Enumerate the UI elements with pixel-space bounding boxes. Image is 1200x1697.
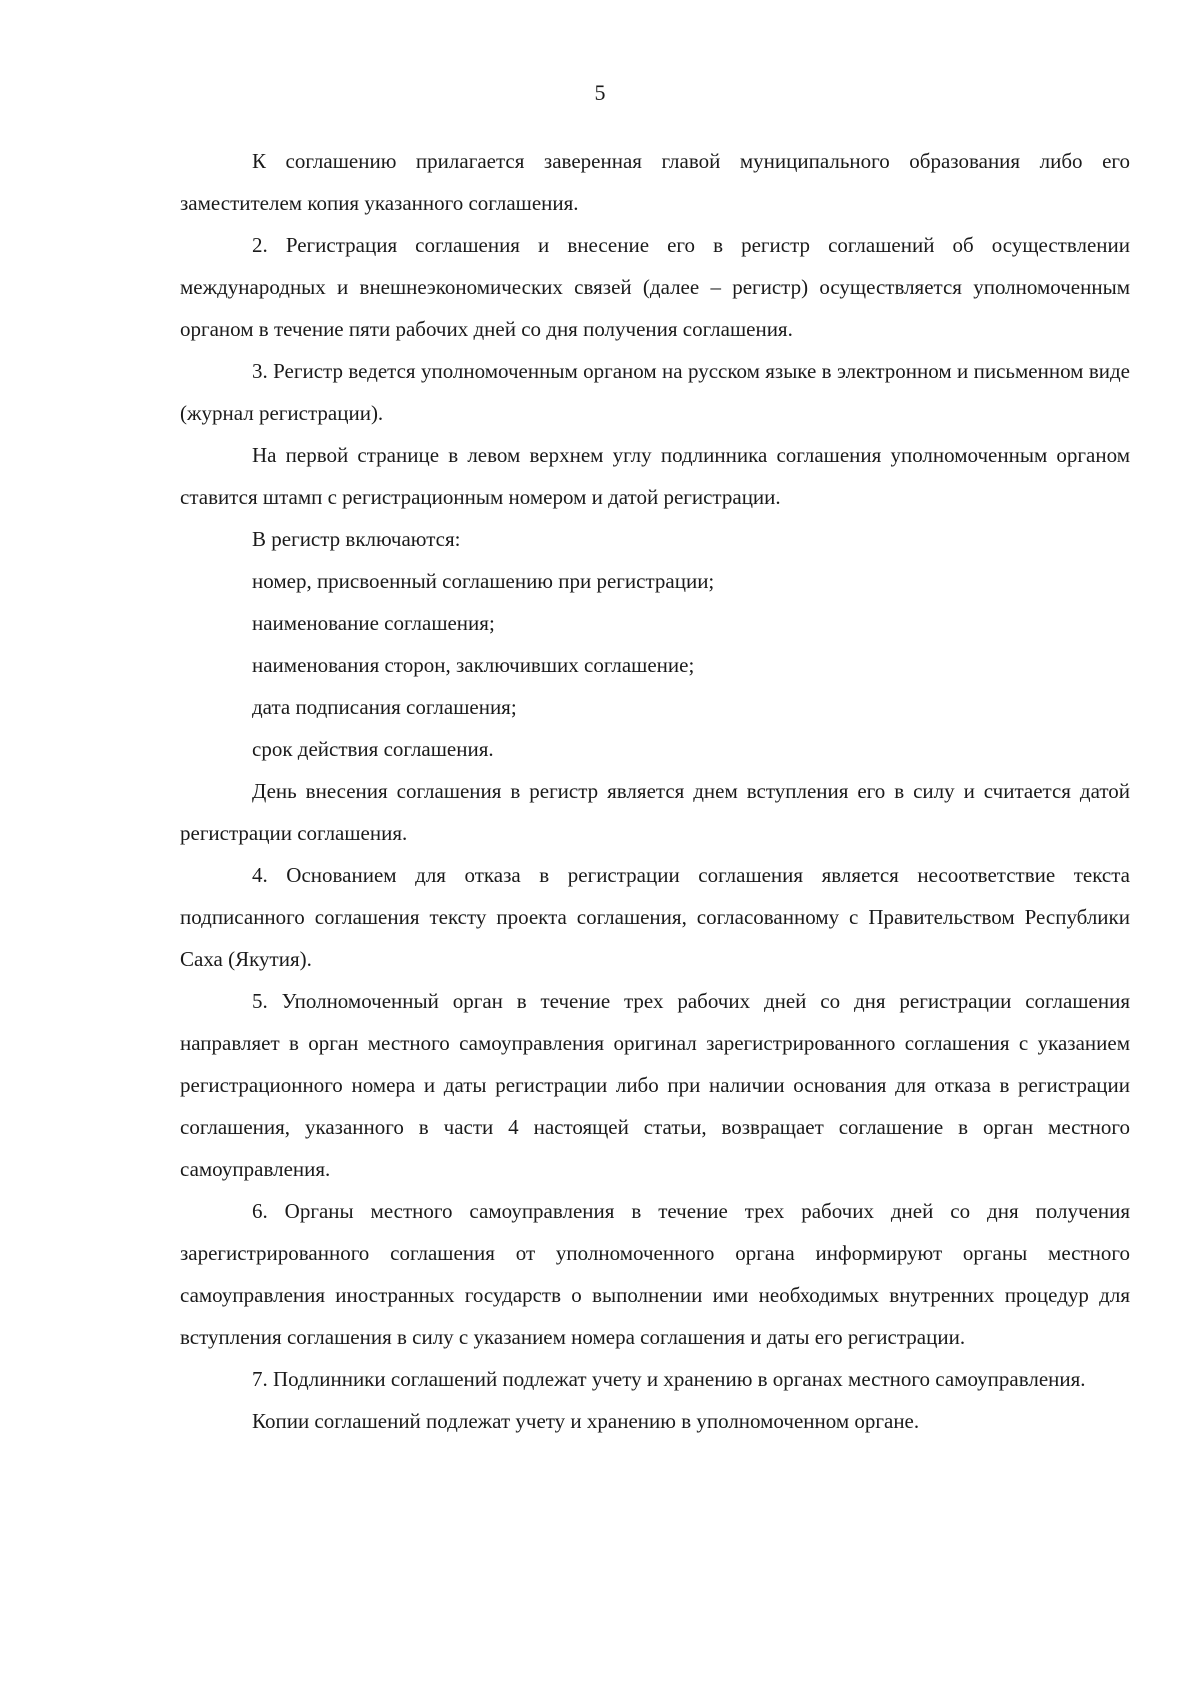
paragraph-copies: Копии соглашений подлежат учету и хранению в уполномоченном органе. [252,1409,920,1433]
paragraph-stamp: На первой странице в левом верхнем углу подлинника соглашения уполномоченным органом ставится штамп с регистрационным номером и датой регистрации. [180,443,1130,509]
paragraph-5-return: 5. Уполномоченный орган в течение трех рабочих дней со дня регистрации соглашения направляет в орган местного самоуправления оригинал зарегистрированного соглашения с указанием регистрационного номера и даты регистрации либо при наличии основания для отказа в регистрации соглашения, указанного в части 4 настоящей статьи, возвращает соглашение в орган местного самоуправления. [180,989,1130,1181]
paragraph-entry-date: День внесения соглашения в регистр является днем вступления его в силу и считается датой регистрации соглашения. [180,779,1130,845]
document-body [180,140,1130,1442]
list-item-name: наименование соглашения; [252,611,495,635]
paragraph-register-includes: В регистр включаются: [252,527,461,551]
paragraph-2-registration: 2. Регистрация соглашения и внесение его в регистр соглашений об осуществлении международных и внешнеэкономических связей (далее – регистр) осуществляется уполномоченным органом в течение пяти рабочих дней со дня получения соглашения. [180,233,1130,341]
paragraph-3-register: 3. Регистр ведется уполномоченным органом на русском языке в электронном и письменном виде (журнал регистрации). [180,359,1130,425]
list-item-parties: наименования сторон, заключивших соглашение; [252,653,695,677]
paragraph-4-refusal: 4. Основанием для отказа в регистрации соглашения является несоответствие текста подписанного соглашения тексту проекта соглашения, согласованному с Правительством Республики Саха (Якутия). [180,863,1130,971]
list-item-number: номер, присвоенный соглашению при регистрации; [252,569,715,593]
paragraph-6-inform: 6. Органы местного самоуправления в течение трех рабочих дней со дня получения зарегистрированного соглашения от уполномоченного органа информируют органы местного самоуправления иностранных государств о выполнении ими необходимых внутренних процедур для вступления соглашения в силу с указанием номера соглашения и даты его регистрации. [180,1199,1130,1349]
list-item-validity: срок действия соглашения. [252,737,494,761]
list-item-signing-date: дата подписания соглашения; [252,695,517,719]
paragraph-attachment: К соглашению прилагается заверенная главой муниципального образования либо его заместителем копия указанного соглашения. [180,149,1130,215]
page-number: 5 [594,80,606,105]
paragraph-7-originals: 7. Подлинники соглашений подлежат учету и хранению в органах местного самоуправления. [252,1367,1086,1391]
